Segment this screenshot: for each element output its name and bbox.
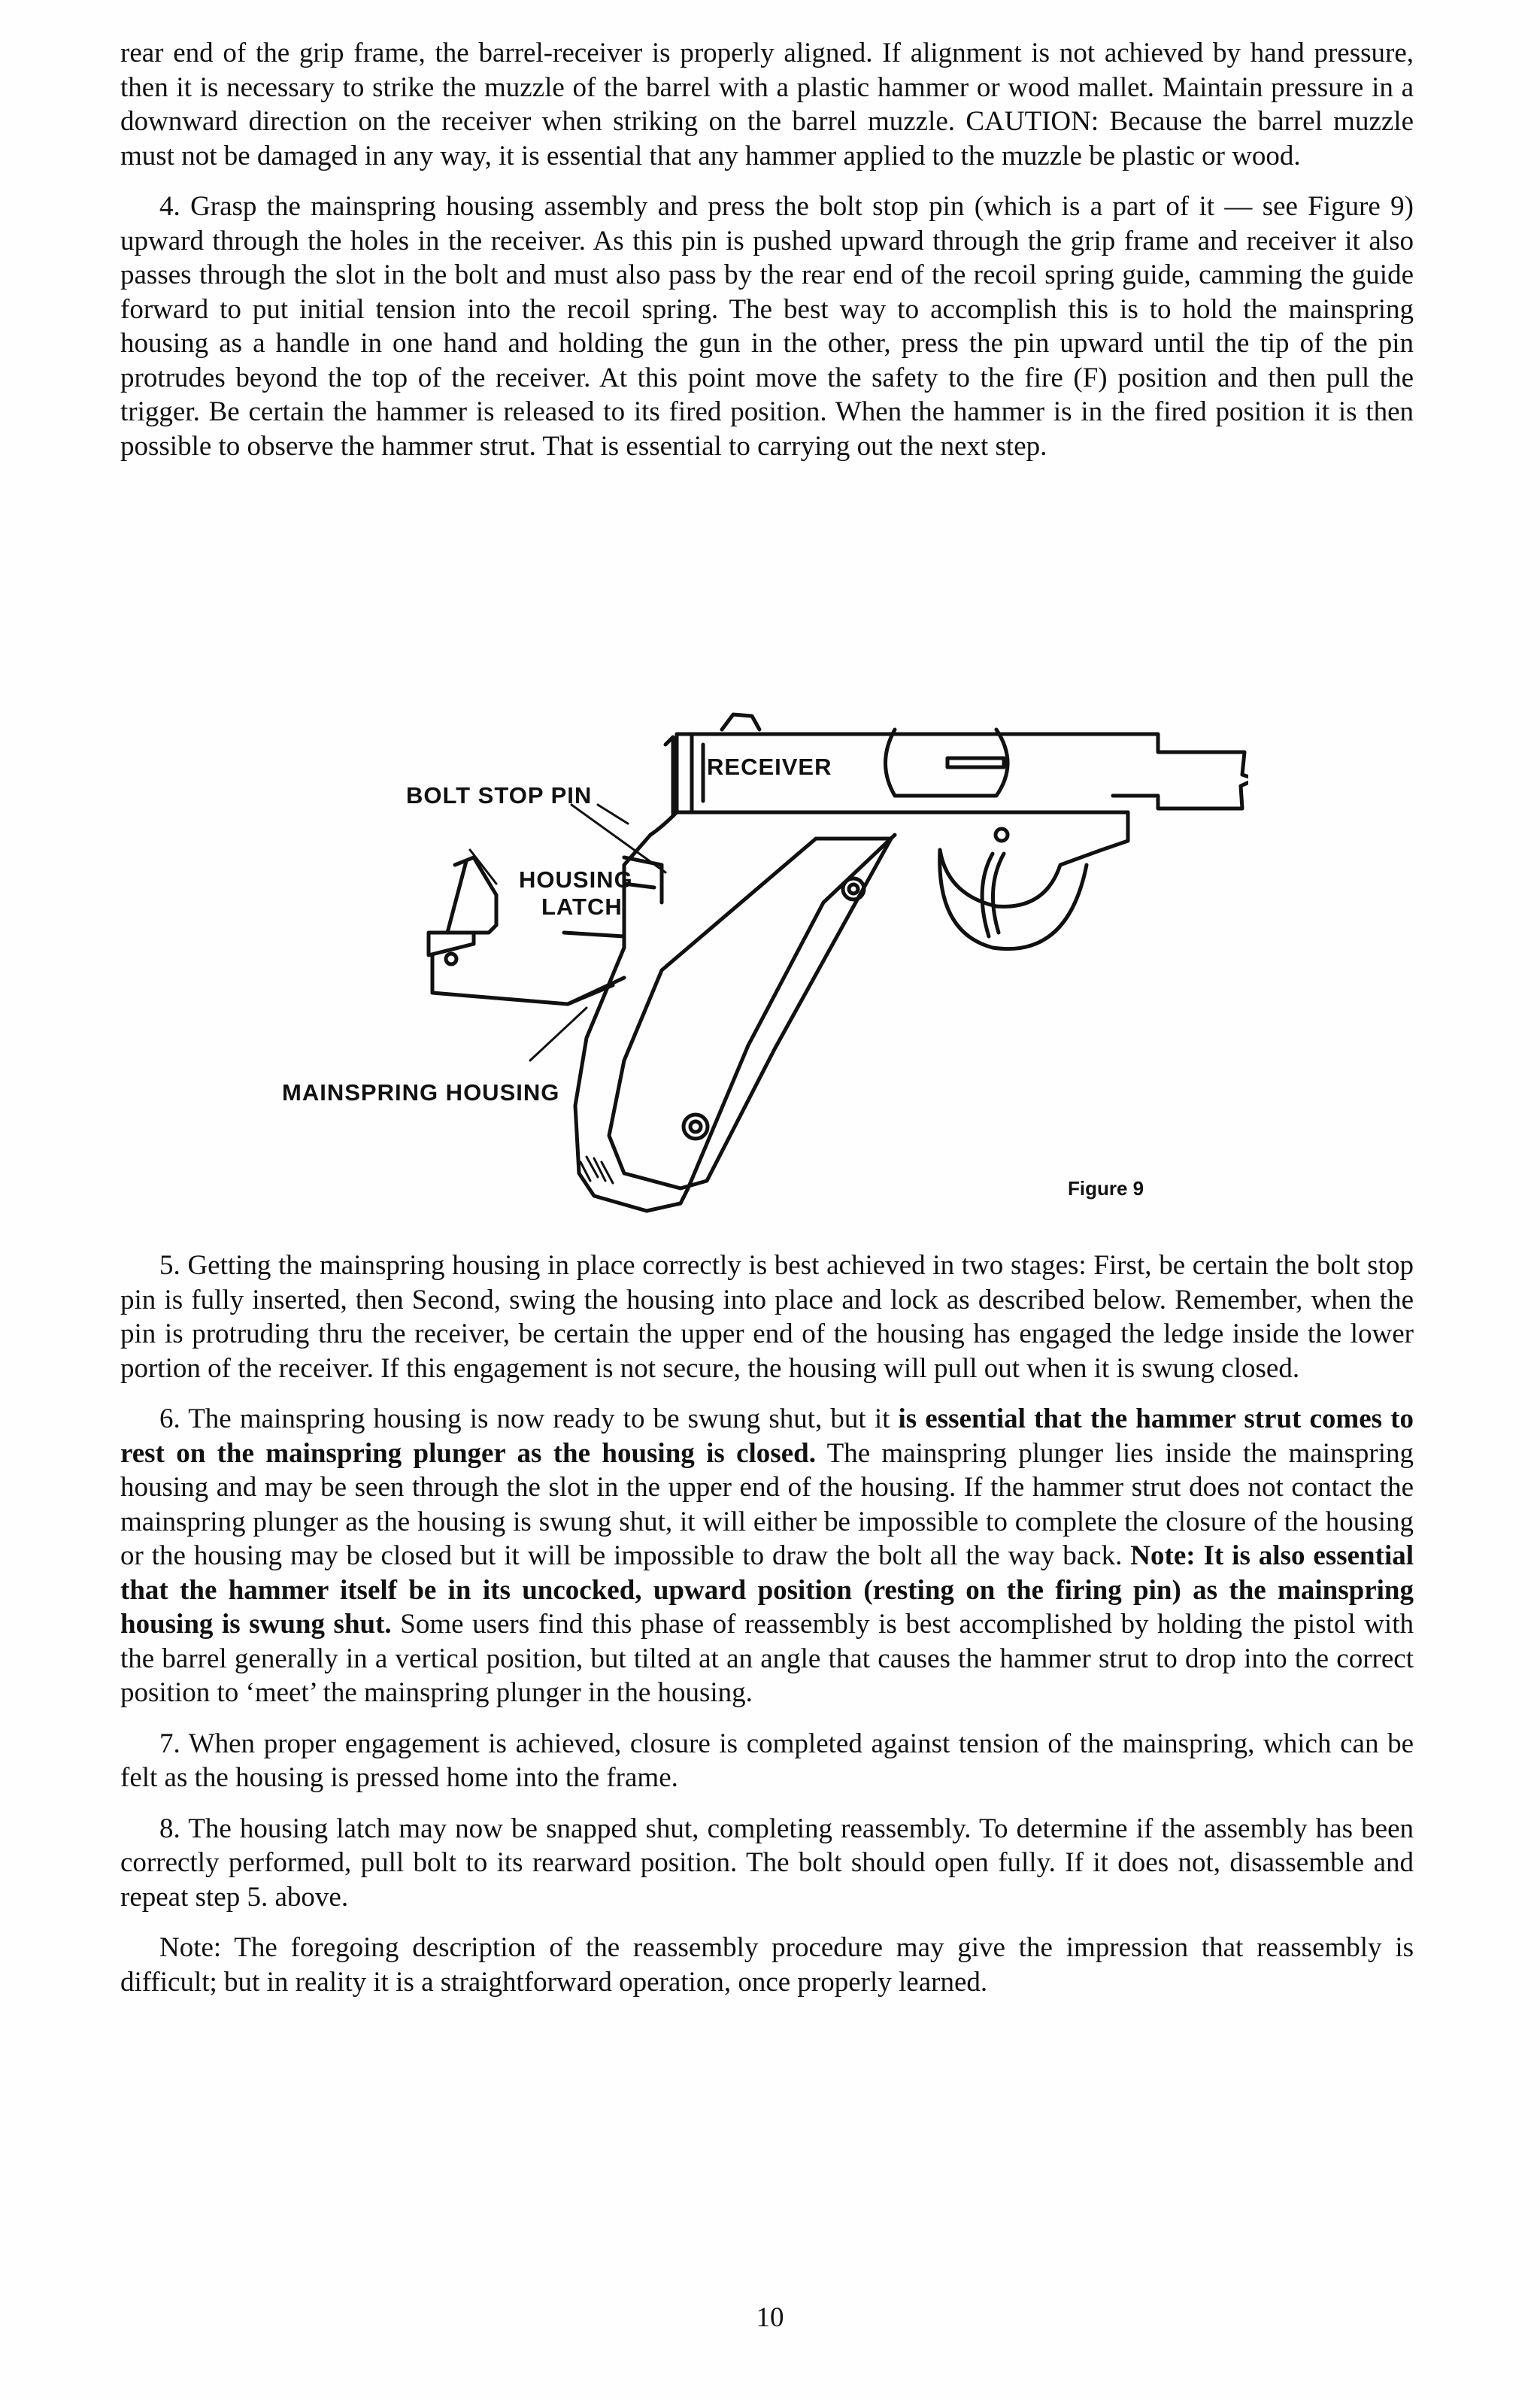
- paragraph-note: Note: The foregoing description of the reassembly procedure may give the impression that reassembly is difficult; but in reality it is a straightforward operation, once properly learned.: [120, 1932, 1414, 1998]
- step-6-note: Note: It is also essential that the hammer itself be in its uncocked, upward position (resting on the firing pin) as the mainspring housing is swung shut.: [120, 1540, 1414, 1640]
- label-housing-latch-2: LATCH: [541, 894, 623, 920]
- paragraph-step-6: [120, 1402, 1414, 1710]
- paragraph-step-5: 5. Getting the mainspring housing in place correctly is best achieved in two stages: First, be certain the bolt stop pin is fully inserted, then Second, swing the housing into place and lock as described below. Remember, when the pin is protruding thru the receiver, be certain the upper end of the housing has engaged the ledge inside the lower portion of the receiver. If this engagement is not secure, the housing will pull out when it is swung closed.: [120, 1250, 1414, 1384]
- paragraph-step-8: 8. The housing latch may now be snapped shut, completing reassembly. To determine if the assembly has been correctly performed, pull bolt to its rearward position. The bolt should open fully. If it does not, disassemble and repeat step 5. above.: [120, 1813, 1414, 1913]
- label-mainspring-housing: MAINSPRING HOUSING: [282, 1079, 560, 1106]
- step-6-body: The mainspring plunger lies inside the mainspring housing and may be seen through the slot in the upper end of the housing. If the hammer strut does not contact the mainspring plunger as the housing is swung shut, it will either be impossible to complete the closure of the housing or the housing may be closed but it will be impossible to draw the bolt all the way back.: [120, 1437, 1414, 1571]
- text-block-top: [120, 36, 1414, 463]
- text-block-bottom: [120, 1249, 1414, 1999]
- page-number: 10: [756, 2302, 784, 2333]
- label-receiver: RECEIVER: [707, 754, 832, 780]
- figure-caption: Figure 9: [1068, 1177, 1144, 1200]
- step-6-tail: Some users find this phase of reassembly is best accomplished by holding the pistol with the barrel generally in a vertical position, but tilted at an angle that causes the hammer strut to drop into the correct position to ‘meet’ the mainspring plunger in the housing.: [120, 1609, 1414, 1708]
- label-housing-latch-1: HOUSING: [519, 866, 633, 893]
- step-6-intro: 6. The mainspring housing is now ready to be swung shut, but it: [159, 1403, 890, 1434]
- step-6-emphasis: is essential that the hammer strut comes to rest on the mainspring plunger as the housing is closed.: [120, 1403, 1414, 1469]
- figure-9: [271, 707, 1248, 1226]
- paragraph-step-7: 7. When proper engagement is achieved, closure is completed against tension of the mainspring, which can be felt as the housing is pressed home into the frame.: [120, 1728, 1414, 1793]
- paragraph-step-4: 4. Grasp the mainspring housing assembly and press the bolt stop pin (which is a part of it — see Figure 9) upward through the holes in the receiver. As this pin is pushed upward through the grip frame and receiver it also passes through the slot in the bolt and must also pass by the rear end of the recoil spring guide, camming the guide forward to put initial tension into the recoil spring. The best way to accomplish this is to hold the mainspring housing as a handle in one hand and holding the gun in the other, press the pin upward until the tip of the pin protrudes beyond the top of the receiver. At this point move the safety to the fire (F) position and then pull the trigger. Be certain the hammer is released to its fired position. When the hammer is in the fired position it is then possible to observe the hammer strut. That is essential to carrying out the next step.: [120, 191, 1414, 462]
- label-bolt-stop-pin: BOLT STOP PIN: [406, 782, 593, 809]
- paragraph-continuation: rear end of the grip frame, the barrel-receiver is properly aligned. If alignment is not achieved by hand pressure, then it is necessary to strike the muzzle of the barrel with a plastic hammer or wood mallet. Maintain pressure in a downward direction on the receiver when striking on the barrel muzzle. CAUTION: Because the barrel muzzle must not be damaged in any way, it is essential that any hammer applied to the muzzle be plastic or wood.: [120, 38, 1414, 171]
